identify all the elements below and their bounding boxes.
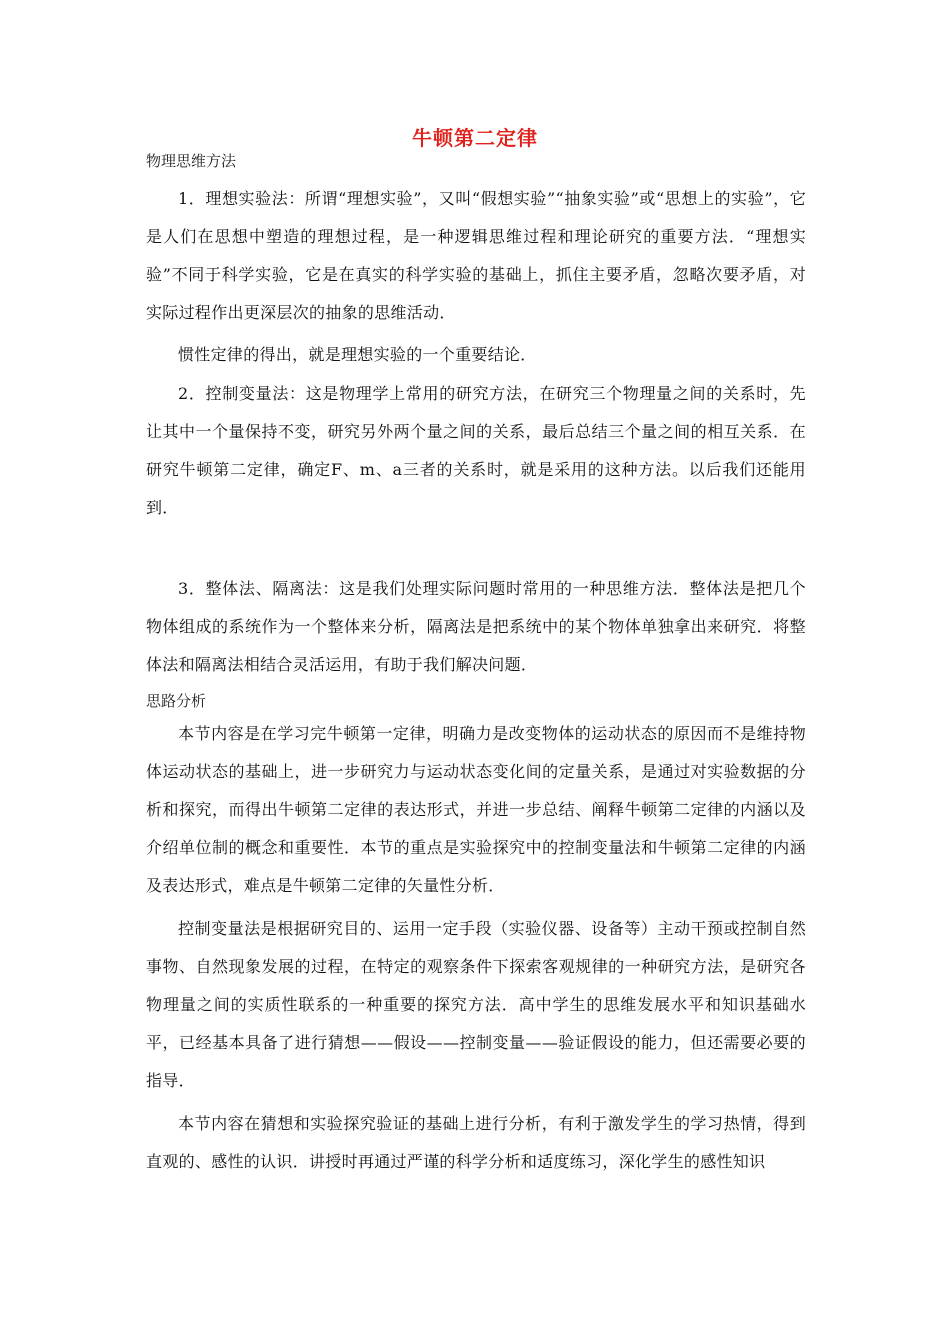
section-heading-thinking-methods: 物理思维方法 — [146, 152, 237, 170]
paragraph-whole-isolation: 3．整体法、隔离法：这是我们处理实际问题时常用的一种思维方法．整体法是把几个物体组成的系统作为一个整体来分析，隔离法是把系统中的某个物体单独拿出来研究．将整体法和隔离法相结合灵活运用，有助于我们解决问题． — [146, 579, 806, 674]
paragraph-control-variable-method: 控制变量法是根据研究目的、运用一定手段（实验仪器、设备等）主动干预或控制自然事物、自然现象发展的过程，在特定的观察条件下探索客观规律的一种研究方法，是研究各物理量之间的实质性联系的一种重要的探究方法．高中学生的思维发展水平和知识基础水平，已经基本具备了进行猜想——假设——控制变量——验证假设的能力，但还需要必要的指导． — [146, 919, 806, 1090]
section-heading-analysis: 思路分析 — [146, 692, 207, 710]
paragraph-ideal-experiment: 1．理想实验法：所谓“理想实验”，又叫“假想实验”“抽象实验”或“思想上的实验”，它是人们在思想中塑造的理想过程，是一种逻辑思维过程和理论研究的重要方法．“理想实验”不同于科学实验，它是在真实的科学实验的基础上，抓住主要矛盾，忽略次要矛盾，对实际过程作出更深层次的抽象的思维活动． — [146, 189, 806, 322]
paragraph-teaching-approach: 本节内容在猜想和实验探究验证的基础上进行分析，有利于激发学生的学习热情，得到直观的、感性的认识．讲授时再通过严谨的科学分析和适度练习，深化学生的感性知识 — [146, 1114, 806, 1171]
paragraph-inertia-law: 惯性定律的得出，就是理想实验的一个重要结论． — [178, 345, 537, 364]
document-title: 牛顿第二定律 — [412, 126, 538, 150]
paragraph-control-variable: 2．控制变量法：这是物理学上常用的研究方法，在研究三个物理量之间的关系时，先让其中一个量保持不变，研究另外两个量之间的关系，最后总结三个量之间的相互关系．在研究牛顿第二定律，确定F、m、a三者的关系时，就是采用的这种方法。以后我们还能用到． — [146, 384, 806, 517]
paragraph-section-content: 本节内容是在学习完牛顿第一定律，明确力是改变物体的运动状态的原因而不是维持物体运动状态的基础上，进一步研究力与运动状态变化间的定量关系，是通过对实验数据的分析和探究，而得出牛顿第二定律的表达形式，并进一步总结、阐释牛顿第二定律的内涵以及介绍单位制的概念和重要性．本节的重点是实验探究中的控制变量法和牛顿第二定律的内涵及表达形式，难点是牛顿第二定律的矢量性分析． — [146, 724, 806, 895]
